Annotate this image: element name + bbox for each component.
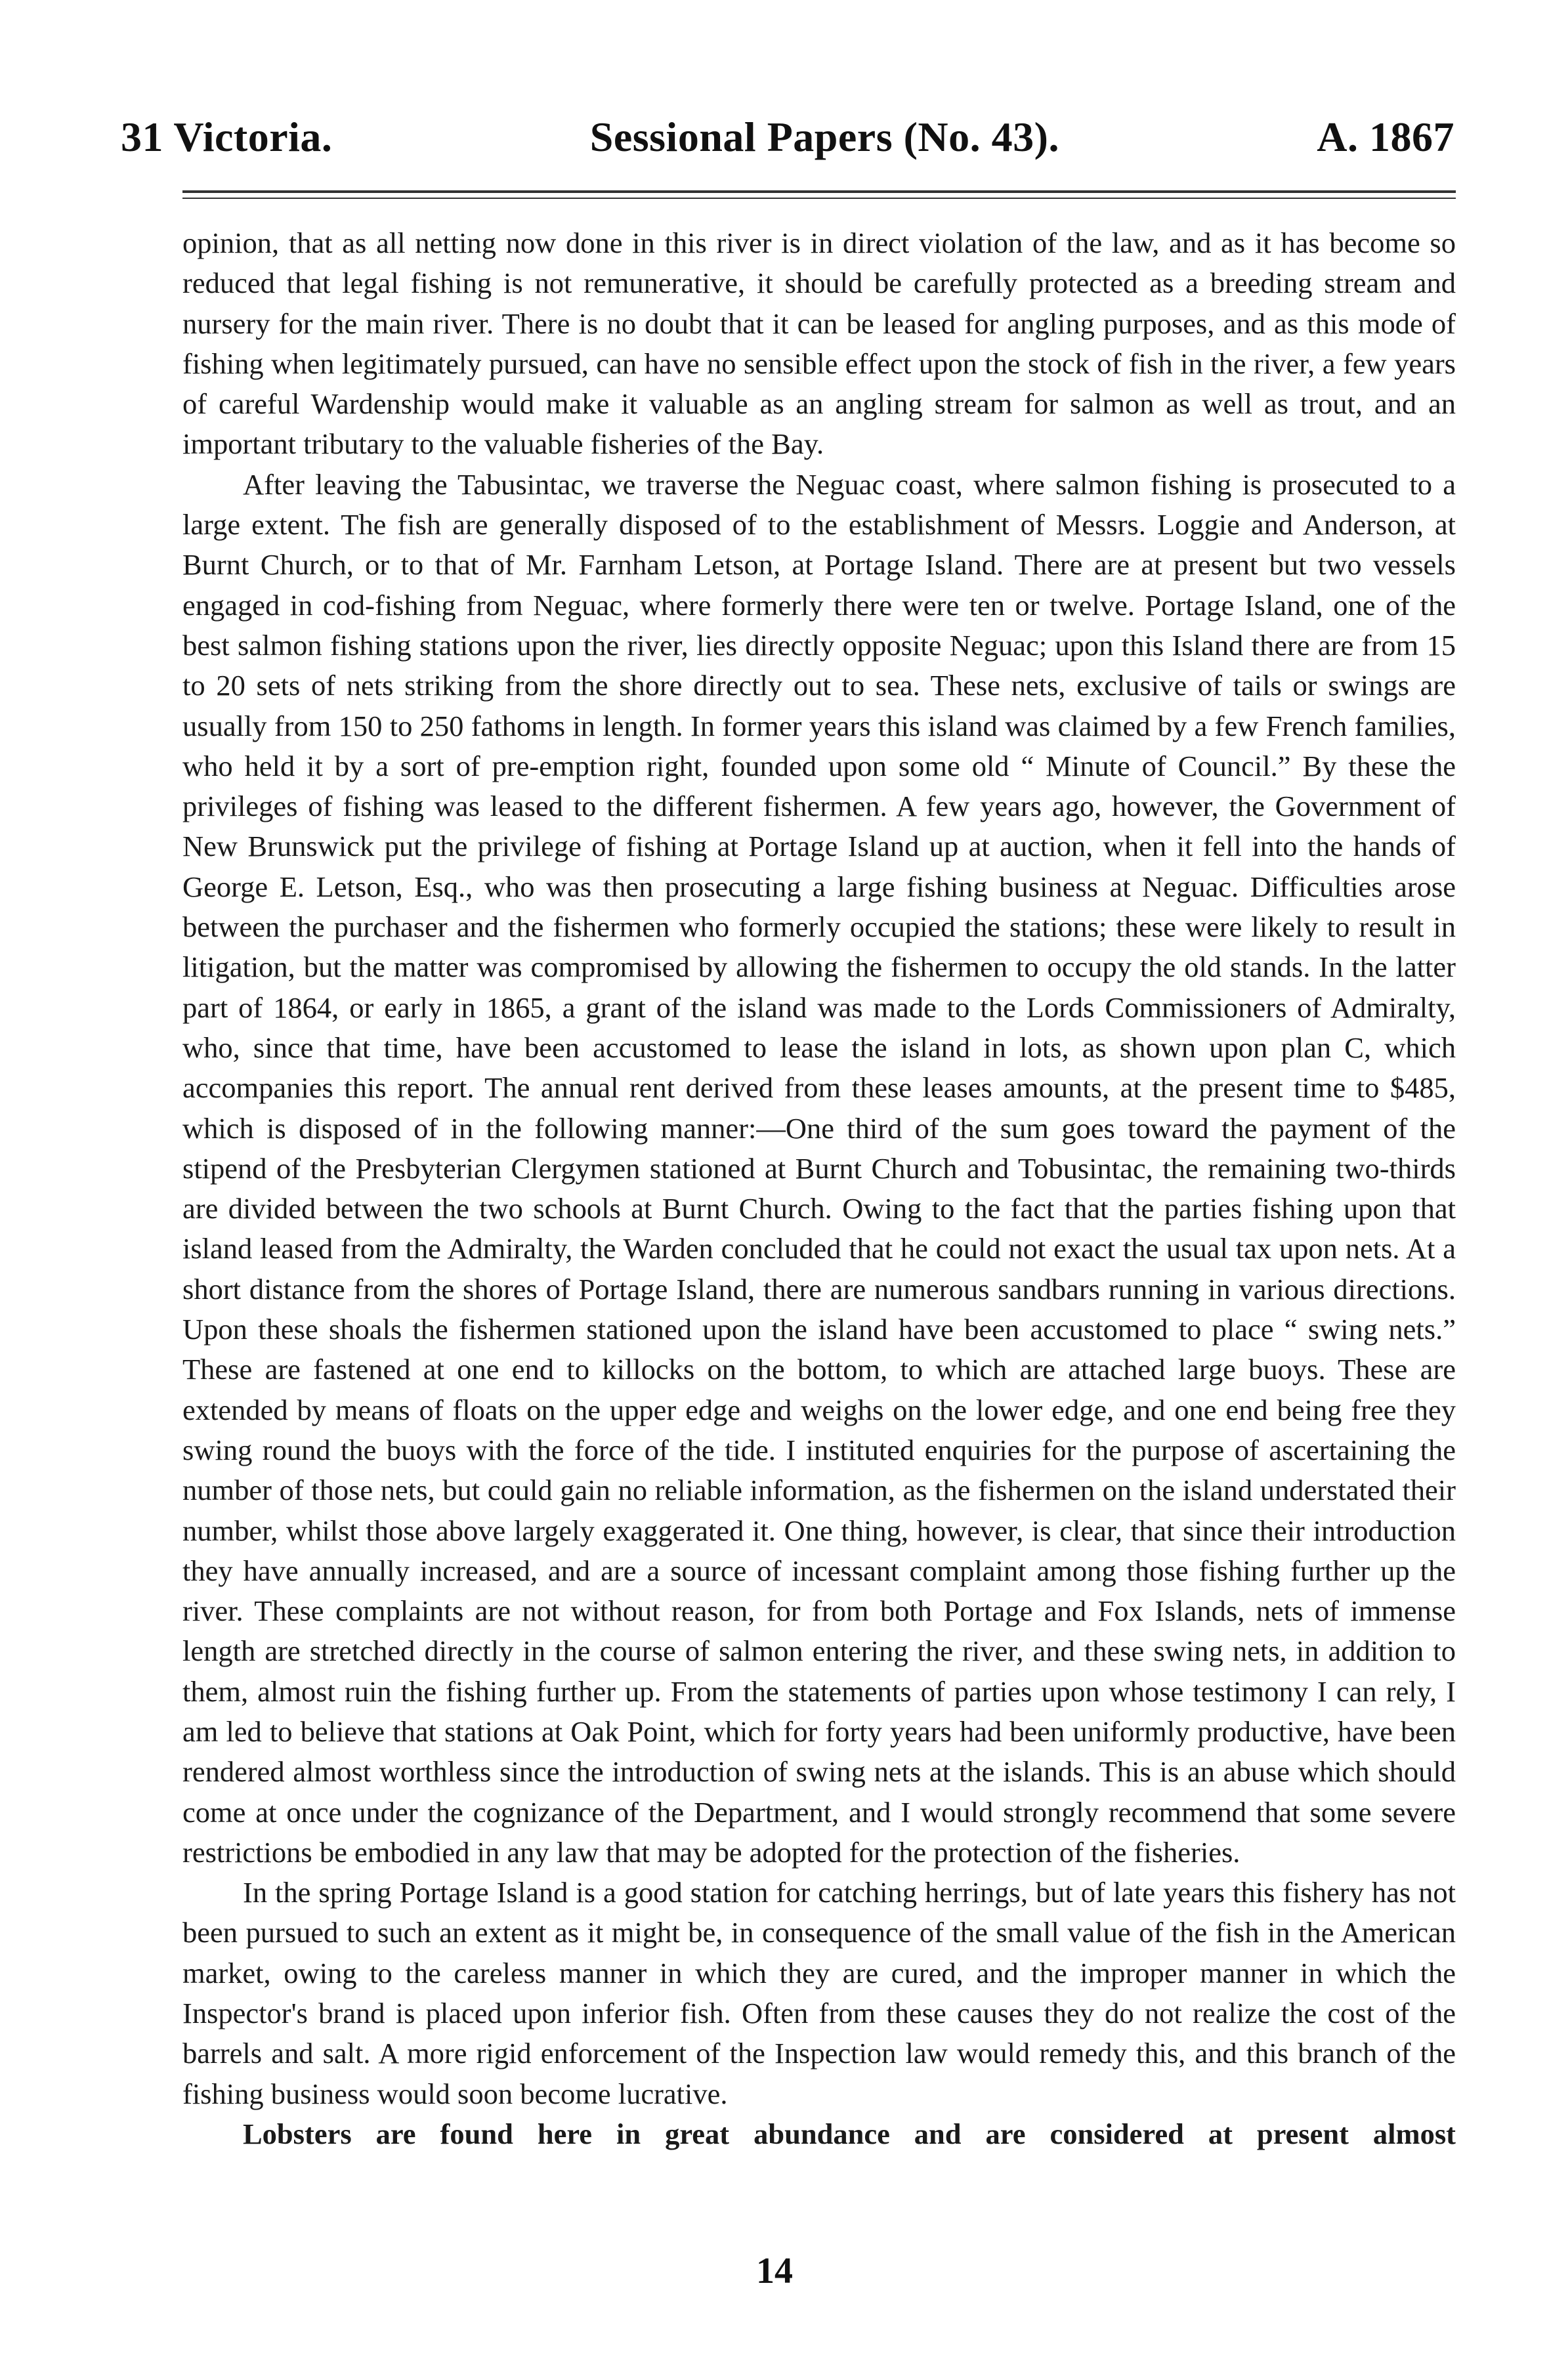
- body-text: [182, 223, 1456, 2154]
- paragraph-lobsters: Lobsters are found here in great abundance and are considered at present almost: [243, 2117, 1456, 2150]
- header-rule-thick: [182, 190, 1456, 193]
- header-rule-thin: [182, 198, 1456, 199]
- paragraph-herring-fishery: In the spring Portage Island is a good station for catching herrings, but of late years this fishery has not been pursued to such an extent as it might be, in consequence of the small value of the fish in the American market, owing to the careless manner in which they are cured, and the improper manner in which the Inspector's brand is placed upon inferior fish. Often from these causes they do not realize the cost of the barrels and salt. A more rigid enforcement of the Inspection law would remedy this, and this branch of the fishing business would soon become lucrative.: [182, 1876, 1456, 2110]
- running-head: [121, 113, 1454, 172]
- page-number: 14: [756, 2251, 793, 2291]
- header-year: A. 1867: [1317, 114, 1454, 160]
- header-regnal-year: 31 Victoria.: [121, 114, 333, 160]
- header-sessional-papers: Sessional Papers (No. 43).: [589, 114, 1059, 160]
- paragraph-neguac-coast: After leaving the Tabusintac, we traverse the Neguac coast, where salmon fishing is prosecuted to a large extent. The fish are generally disposed of to the establishment of Messrs. Loggie and Anderson, at Burnt Church, or to that of Mr. Farnham Letson, at Portage Island. There are at present but two vessels engaged in cod-fishing from Neguac, where formerly there were ten or twelve. Portage Island, one of the best salmon fishing stations upon the river, lies directly opposite Neguac; upon this Island there are from 15 to 20 sets of nets striking from the shore directly out to sea. These nets, exclusive of tails or swings are usually from 150 to 250 fathoms in length. In former years this island was claimed by a few French families, who held it by a sort of pre-emption right, founded upon some old “ Minute of Council.” By these the privileges of fishing was leased to the different fishermen. A few years ago, however, the Government of New Brunswick put the privilege of fishing at Portage Island up at auction, when it fell into the hands of George E. Letson, Esq., who was then prosecuting a large fishing business at Neguac. Difficulties arose between the purchaser and the fishermen who formerly occupied the stations; these were likely to result in litigation, but the matter was compromised by allowing the fishermen to occupy the old stands. In the latter part of 1864, or early in 1865, a grant of the island was made to the Lords Commissioners of Admiralty, who, since that time, have been accustomed to lease the island in lots, as shown upon plan C, which accompanies this report. The annual rent derived from these leases amounts, at the present time to $485, which is disposed of in the following manner:—One third of the sum goes toward the payment of the stipend of the Presbyterian Clergymen stationed at Burnt Church and Tobusintac, the remaining two-thirds are divided between the two schools at Burnt Church. Owing to the fact that the parties fishing upon that island leased from the Admiralty, the Warden concluded that he could not exact the usual tax upon nets. At a short distance from the shores of Portage Island, there are numerous sandbars running in various directions. Upon these shoals the fishermen stationed upon the island have been accustomed to place “ swing nets.” These are fastened at one end to killocks on the bottom, to which are attached large buoys. These are extended by means of floats on the upper edge and weighs on the lower edge, and one end being free they swing round the buoys with the force of the tide. I instituted enquiries for the purpose of ascertaining the number of those nets, but could gain no reliable information, as the fishermen on the island understated their number, whilst those above largely exaggerated it. One thing, however, is clear, that since their introduction they have annually increased, and are a source of incessant complaint among those fishing further up the river. These complaints are not without reason, for from both Portage and Fox Islands, nets of immense length are stretched directly in the course of salmon entering the river, and these swing nets, in addition to them, almost ruin the fishing further up. From the statements of parties upon whose testimony I can rely, I am led to believe that stations at Oak Point, which for forty years had been uniformly productive, have been rendered almost worthless since the introduction of swing nets at the islands. This is an abuse which should come at once under the cognizance of the Department, and I would strongly recommend that some severe restrictions be embodied in any law that may be adopted for the protection of the fisheries.: [182, 467, 1456, 1869]
- paragraph-continuation: opinion, that as all netting now done in this river is in direct violation of the law, and as it has become so reduced that legal fishing is not remunerative, it should be carefully protected as a breeding stream and nursery for the main river. There is no doubt that it can be leased for angling purposes, and as this mode of fishing when legitimately pursued, can have no sensible effect upon the stock of fish in the river, a few years of careful Wardenship would make it valuable as an angling stream for salmon as well as trout, and an important tributary to the valuable fisheries of the Bay.: [182, 226, 1456, 461]
